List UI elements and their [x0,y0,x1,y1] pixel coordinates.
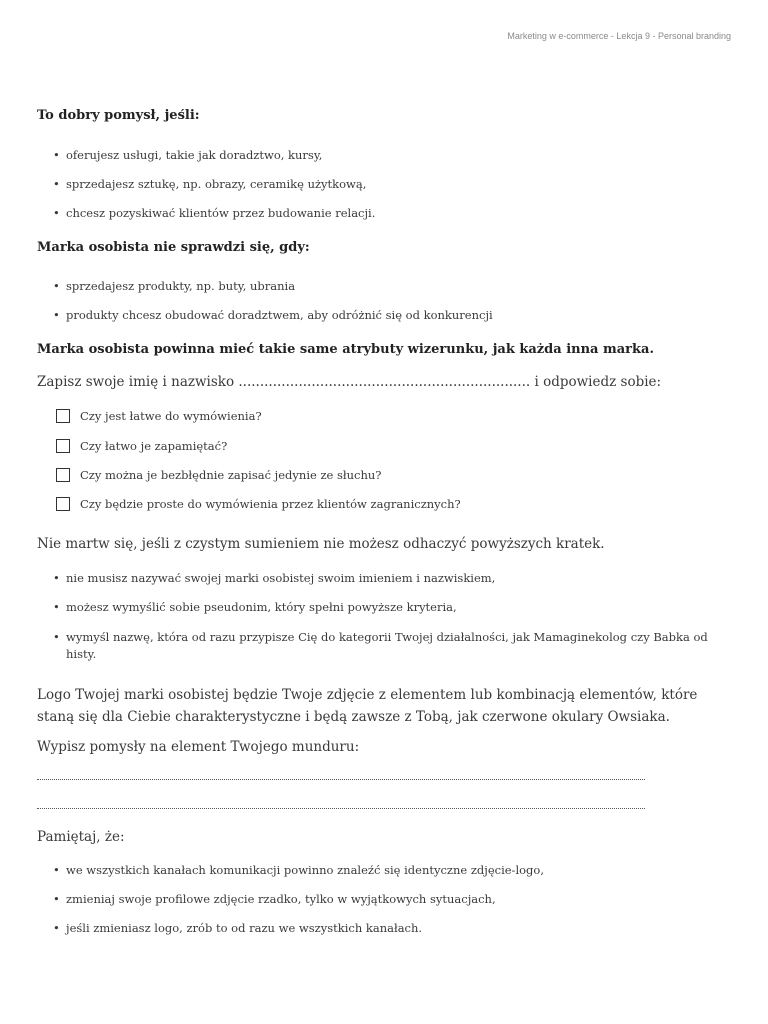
checklist-item[interactable]: Czy będzie proste do wymówienia przez klientów zagranicznych? [56,497,461,511]
checkbox[interactable] [56,409,70,423]
checkbox[interactable] [56,497,70,511]
section-heading-attributes: Marka osobista powinna mieć takie same atrybuty wizerunku, jak każda inna marka. [37,342,654,357]
list-item: • produkty chcesz obudować doradztwem, aby odróżnić się od konkurencji [53,308,493,322]
remember-heading: Pamiętaj, że: [37,829,125,845]
uniform-prompt: Wypisz pomysły na element Twojego munduru: [37,739,360,755]
list-item: • sprzedajesz produkty, np. buty, ubrania [53,279,296,293]
list-item: • zmieniaj swoje profilowe zdjęcie rzadko, tylko w wyjątkowych sytuacjach, [53,892,496,906]
list-item: • sprzedajesz sztukę, np. obrazy, ceramikę użytkową, [53,177,367,191]
checklist-item[interactable]: Czy łatwo je zapamiętać? [56,439,227,453]
page-header: Marketing w e-commerce - Lekcja 9 - Personal branding [507,31,731,41]
checklist-item[interactable]: Czy jest łatwe do wymówienia? [56,409,262,423]
list-item: • oferujesz usługi, takie jak doradztwo, kursy, [53,148,323,162]
list-item: • nie musisz nazywać swojej marki osobistej swoim imieniem i nazwiskiem, [53,571,496,585]
list-item: • we wszystkich kanałach komunikacji powinno znaleźć się identyczne zdjęcie-logo, [53,863,544,877]
checkbox[interactable] [56,468,70,482]
name-prompt: Zapisz swoje imię i nazwisko .................................................................... i odpowiedz sobie: [37,374,662,390]
list-item: • chcesz pozyskiwać klientów przez budowanie relacji. [53,206,376,220]
answer-line[interactable] [37,779,645,780]
checkbox[interactable] [56,439,70,453]
section-heading-not-suitable: Marka osobista nie sprawdzi się, gdy: [37,240,310,255]
section-heading-good-idea: To dobry pomysł, jeśli: [37,108,200,123]
reassurance-text: Nie martw się, jeśli z czystym sumieniem nie możesz odhaczyć powyższych kratek. [37,536,605,552]
answer-line[interactable] [37,808,645,809]
logo-paragraph: Logo Twojej marki osobistej będzie Twoje zdjęcie z elementem lub kombinacją elementów, które staną się dla Ciebie charakterystyczne i będą zawsze z Tobą, jak czerwone okulary Owsiaka. [37,687,698,725]
checklist-item[interactable]: Czy można je bezbłędnie zapisać jedynie ze słuchu? [56,468,381,482]
list-item: • wymyśl nazwę, która od razu przypisze Cię do kategorii Twojej działalności, jak Mamaginekolog czy Babka od histy. [53,630,708,661]
list-item: • jeśli zmieniasz logo, zrób to od razu we wszystkich kanałach. [53,921,423,935]
list-item: • możesz wymyślić sobie pseudonim, który spełni powyższe kryteria, [53,600,457,614]
